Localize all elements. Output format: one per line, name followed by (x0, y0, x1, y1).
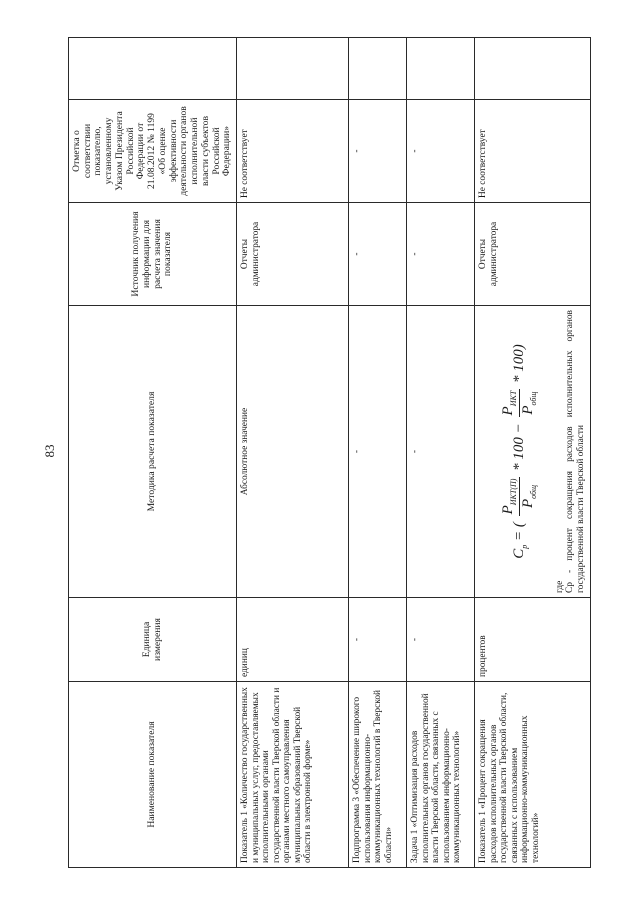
formula-den-2-sub: общ (528, 391, 538, 406)
formula-end: * 100) (510, 344, 527, 383)
header-compliance-note: Отметка о соответствии показателю, установленному Указом Президента Российской Федерации от 21.08.2012 № 1199 «Об оценке эффективности деятельности органов исполнительной власти субъектов Российской Федерации» (69, 100, 237, 203)
formula-num-2 (500, 389, 520, 418)
cell-unit: - (407, 598, 475, 682)
cell-unit: - (349, 598, 407, 682)
cell-compliance-note: Не соответствует (475, 100, 591, 203)
cell-method: - (349, 306, 407, 598)
cell-compliance-note: - (349, 100, 407, 203)
cell-compliance-note: - (407, 100, 475, 203)
table-row (475, 38, 591, 868)
formula-fraction-1 (500, 477, 539, 517)
formula-den-2-var: P (519, 405, 536, 415)
cell-source: - (349, 203, 407, 306)
cell-empty (407, 38, 475, 100)
formula-lhs-sub: р (519, 544, 529, 549)
header-method: Методика расчета показателя (69, 306, 237, 598)
formula-den-1-var: P (519, 498, 536, 509)
formula-fraction-2 (500, 389, 539, 418)
cell-indicator-name: Задача 1 «Оптимизация расходов исполнительных органов государственной власти Тверской области, связанных с использованием информационно-коммуникационных технологий» (407, 682, 475, 868)
indicators-table (68, 37, 591, 868)
formula (478, 310, 549, 593)
cell-indicator-name: Показатель 1 «Количество государственных и муниципальных услуг, предоставляемых исполнительными органами государственной власти Тверской области и органами местного самоуправления муниципальных образований Тверской области в электронной форме» (237, 682, 349, 868)
formula-den-1-sub: общ (528, 484, 538, 499)
page-number: 83 (42, 444, 57, 458)
formula-eq: = ( (510, 522, 527, 542)
table-row (237, 38, 349, 868)
cell-unit: единиц (237, 598, 349, 682)
header-source: Источник получения информации для расчета значения показателя (69, 203, 237, 306)
cell-empty (237, 38, 349, 100)
cell-empty (349, 38, 407, 100)
cell-method: - (407, 306, 475, 598)
header-indicator-name: Наименование показателя (69, 682, 237, 868)
cell-method-formula (475, 306, 591, 598)
cell-indicator-name: Показатель 1 «Процент сокращения расходов исполнительных органов государственной власти Тверской области, связанных с использованием информационно-коммуникационных технологий» (475, 682, 591, 868)
formula-num-1-sub: ИКТ(П) (509, 478, 519, 506)
table-row (349, 38, 407, 868)
formula-where-label: где (554, 580, 565, 593)
formula-den-2 (520, 389, 539, 418)
cell-source: - (407, 203, 475, 306)
cell-unit: процентов (475, 598, 591, 682)
formula-num-1-var: P (500, 505, 517, 515)
header-unit: Единица измерения (69, 598, 237, 682)
cell-source: Отчеты администратора (237, 203, 349, 306)
formula-lhs: C (510, 548, 527, 559)
table-header-row (69, 38, 237, 868)
cell-indicator-name: Подпрограмма 3 «Обеспечение широкого использования информационно-коммуникационных технологий в Тверской области» (349, 682, 407, 868)
rotated-table-container (68, 38, 586, 868)
cell-compliance-note: Не соответствует (237, 100, 349, 203)
formula-definition: Ср - процент сокращения расходов исполнительных органов государственной власти Тверской области (565, 310, 586, 593)
cell-empty (475, 38, 591, 100)
formula-num-2-var: P (500, 406, 517, 416)
formula-mid: * 100 − (510, 423, 527, 471)
formula-num-2-sub: ИКТ (509, 390, 519, 407)
formula-num-1 (500, 477, 520, 517)
cell-method: Абсолютное значение (237, 306, 349, 598)
table-row (407, 38, 475, 868)
cell-source: Отчеты администратора (475, 203, 591, 306)
formula-den-1 (520, 477, 539, 517)
header-empty (69, 38, 237, 100)
